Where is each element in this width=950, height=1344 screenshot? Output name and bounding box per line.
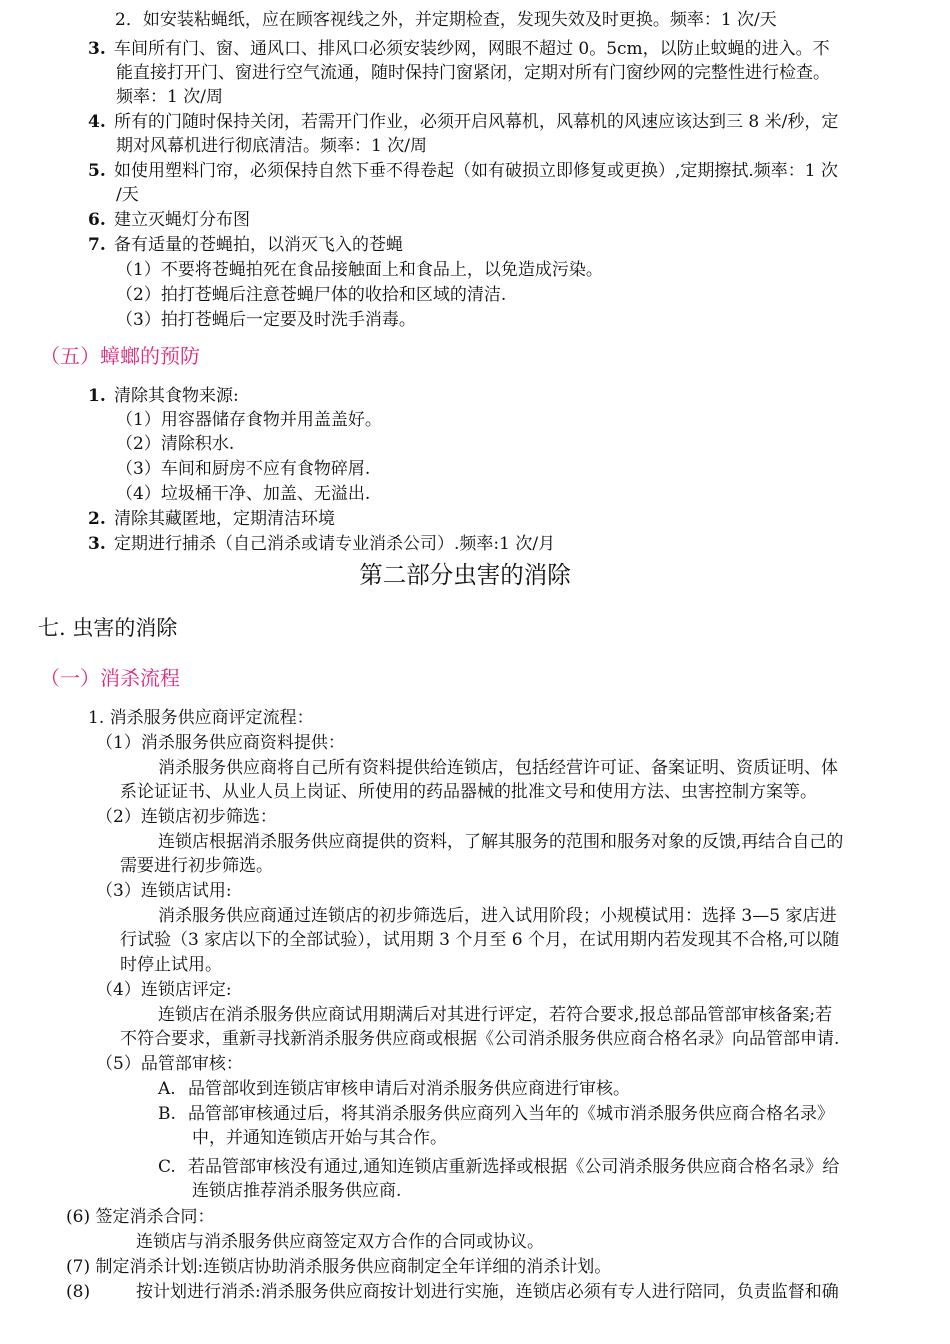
list-text: 备有适量的苍蝇拍，以消灭飞入的苍蝇 <box>114 235 403 255</box>
step-6-title: (6) 签定消杀合同： <box>66 1207 215 1227</box>
fly-item-7 <box>88 233 403 257</box>
fly-item-3-line2: 能直接打开门、窗进行空气流通，随时保持门窗紧闭，定期对所有门窗纱网的完整性进行检查。 <box>116 63 830 83</box>
fly-item-4 <box>88 110 838 134</box>
step-4-text: 连锁店在消杀服务供应商试用期满后对其进行评定，若符合要求,报总部品管部审核备案;若 <box>158 1005 833 1025</box>
list-text: 清除其藏匿地，定期清洁环境 <box>114 509 335 529</box>
step-6-text: 连锁店与消杀服务供应商签定双方合作的合同或协议。 <box>136 1232 544 1252</box>
step-1-text: 消杀服务供应商将自己所有资料提供给连锁店，包括经营许可证、备案证明、资质证明、体 <box>158 758 838 778</box>
list-text: 定期进行捕杀（自己消杀或请专业消杀公司）.频率:1 次/月 <box>114 534 556 554</box>
list-number: 5. <box>88 161 106 181</box>
list-text: 车间所有门、窗、通风口、排风口必须安装纱网，网眼不超过 0。5cm，以防止蚊蝇的进入。不 <box>114 39 830 59</box>
item-text: 品管部收到连锁店审核申请后对消杀服务供应商进行审核。 <box>188 1079 630 1099</box>
step-7: (7) 制定消杀计划:连锁店协助消杀服务供应商制定全年详细的消杀计划。 <box>66 1257 612 1277</box>
list-number: 3. <box>88 39 106 59</box>
cockroach-heading: （五）蟑螂的预防 <box>40 344 200 368</box>
step-1-title: （1）消杀服务供应商资料提供： <box>96 733 345 753</box>
item-label: (8) <box>66 1282 91 1302</box>
list-number: 2. <box>88 509 106 529</box>
cockroach-sub-2: （2）清除积水. <box>116 434 235 454</box>
list-text: 建立灭蝇灯分布图 <box>114 210 250 230</box>
step-3-text-line2: 行试验（3 家店以下的全部试验），试用期 3 个月至 6 个月，在试用期内若发现其不合格,可以随 <box>120 930 840 950</box>
fly-item-5 <box>88 159 838 183</box>
item-label: C. <box>158 1157 176 1177</box>
step-4-title: （4）连锁店评定: <box>96 980 232 1000</box>
cockroach-sub-3: （3）车间和厨房不应有食物碎屑. <box>116 459 371 479</box>
step-5-item-b <box>158 1102 834 1126</box>
step-2-text-line2: 需要进行初步筛选。 <box>120 856 273 876</box>
fly-item-5-line2: /天 <box>116 185 139 205</box>
item-text: 若品管部审核没有通过,通知连锁店重新选择或根据《公司消杀服务供应商合格名录》给 <box>188 1157 840 1177</box>
list-text: 清除其食物来源: <box>114 386 239 406</box>
item-text: 品管部审核通过后，将其消杀服务供应商列入当年的《城市消杀服务供应商合格名录》 <box>188 1104 834 1124</box>
list-number: 3. <box>88 534 106 554</box>
step-5-item-a <box>158 1077 630 1101</box>
fly-item-2: 2．如安装粘蝇纸，应在顾客视线之外，并定期检查，发现失效及时更换。频率：1 次/天 <box>115 10 777 30</box>
cockroach-item-2 <box>88 507 335 531</box>
step-2-title: （2）连锁店初步筛选： <box>96 807 277 827</box>
list-text: 如使用塑料门帘，必须保持自然下垂不得卷起（如有破损立即修复或更换）,定期擦拭.频率：1 次 <box>114 161 839 181</box>
fly-item-4-line2: 期对风幕机进行彻底清洁。频率：1 次/周 <box>116 136 427 156</box>
process-intro: 1. 消杀服务供应商评定流程： <box>88 708 314 728</box>
step-5-title: （5）品管部审核： <box>96 1054 243 1074</box>
step-3-title: （3）连锁店试用: <box>96 881 232 901</box>
cockroach-item-3 <box>88 532 555 556</box>
list-number: 6. <box>88 210 106 230</box>
step-1-text-line2: 系论证证书、从业人员上岗证、所使用的药品器械的批准文号和使用方法、虫害控制方案等。 <box>120 782 817 802</box>
step-5-item-c-line2: 连锁店推荐消杀服务供应商. <box>192 1181 402 1201</box>
step-3-text-line3: 时停止试用。 <box>120 955 222 975</box>
list-number: 4. <box>88 112 106 132</box>
list-text: 所有的门随时保持关闭，若需开门作业，必须开启风幕机，风幕机的风速应该达到三 8 米/秒，定 <box>114 112 839 132</box>
fly-item-3 <box>88 37 830 61</box>
cockroach-sub-1: （1）用容器储存食物并用盖盖好。 <box>116 410 382 430</box>
sub-heading: （一）消杀流程 <box>40 666 180 690</box>
list-number: 7. <box>88 235 106 255</box>
cockroach-item-1 <box>88 384 239 408</box>
step-2-text: 连锁店根据消杀服务供应商提供的资料，了解其服务的范围和服务对象的反馈,再结合自己的 <box>158 832 844 852</box>
item-text: 按计划进行消杀:消杀服务供应商按计划进行实施，连锁店必须有专人进行陪同，负责监督和确 <box>136 1282 839 1302</box>
item-label: B. <box>158 1104 176 1124</box>
fly-item-7-sub-2: （2）拍打苍蝇后注意苍蝇尸体的收拾和区域的清洁. <box>116 285 507 305</box>
section-heading: 七. 虫害的消除 <box>38 616 178 640</box>
fly-item-7-sub-1: （1）不要将苍蝇拍死在食品接触面上和食品上，以免造成污染。 <box>116 260 603 280</box>
fly-item-3-line3: 频率：1 次/周 <box>116 87 223 107</box>
list-number: 1. <box>88 386 106 406</box>
step-8 <box>66 1280 839 1304</box>
step-3-text: 消杀服务供应商通过连锁店的初步筛选后，进入试用阶段；小规模试用：选择 3—5 家店进 <box>158 906 837 926</box>
cockroach-sub-4: （4）垃圾桶干净、加盖、无溢出. <box>116 484 371 504</box>
step-4-text-line2: 不符合要求，重新寻找新消杀服务供应商或根据《公司消杀服务供应商合格名录》向品管部申请. <box>120 1029 840 1049</box>
fly-item-6 <box>88 208 250 232</box>
step-5-item-b-line2: 中，并通知连锁店开始与其合作。 <box>192 1128 447 1148</box>
item-label: A. <box>158 1079 176 1099</box>
fly-item-7-sub-3: （3）拍打苍蝇后一定要及时洗手消毒。 <box>116 310 416 330</box>
part-title: 第二部分虫害的消除 <box>359 561 571 589</box>
step-5-item-c <box>158 1155 839 1179</box>
